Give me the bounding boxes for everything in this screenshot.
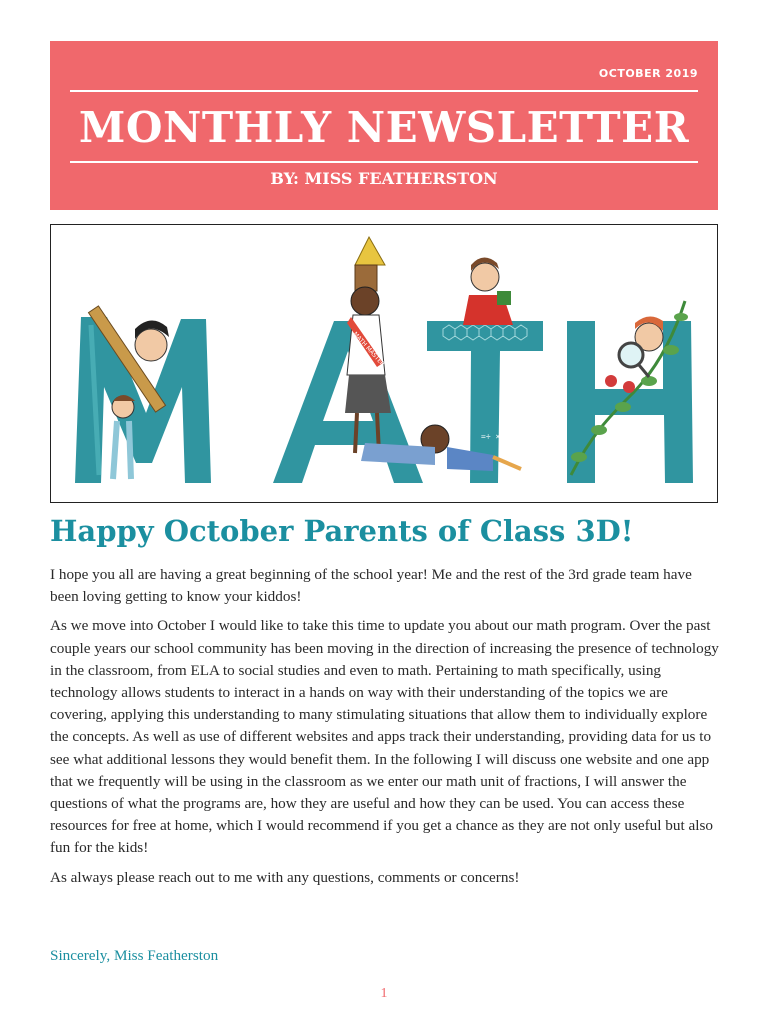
newsletter-title: MONTHLY NEWSLETTER [78, 103, 690, 152]
paragraph-contact: As always please reach out to me with any questions, comments or concerns! [50, 868, 520, 886]
page-number: 1 [380, 986, 388, 1001]
boy-reading-illustration [463, 257, 513, 325]
greeting-heading: Happy October Parents of Class 3D! [50, 514, 634, 548]
paragraph-math-program: As we move into October I would like to take this time to update you about our math program. Over the past couple years our school community has been moving in the direction of increasing the presence of technology in the classroom, from ELA to social studies and even to math. Pertaining to math specifically, using technology allows students to interact in a hands on way with their understanding of the topics we are covering, applying this understanding to many stimulating situations that allow them to individually explore the concepts. As well as use of different websites and apps track their understanding, providing data for us to see what additional lessons they would benefit them. In the following I will discuss one website and one app that we frequently will be using in the classroom as we enter our math unit of fractions, I will answer the questions of what the programs are, how they are useful and how they can be used. You can access these resources for free at home, which I would recommend if you get a chance as they are not only useful but also fun for the kids! [50, 617, 719, 857]
paragraph-intro: I hope you all are having a great beginning of the school year! Me and the rest of the 3rd grade team have been loving getting to know your kiddos! [50, 566, 692, 606]
math-illustration [50, 224, 718, 503]
letter-h-art [567, 301, 693, 483]
newsletter-masthead [50, 41, 718, 210]
girl-with-magnifier-illustration [619, 316, 663, 377]
masthead-rule-bottom [70, 161, 698, 163]
svg-text:=÷ ×: =÷ × [481, 432, 501, 441]
letter-body [50, 564, 720, 896]
hero-letters-label: MATH [51, 225, 54, 226]
signoff: Sincerely, Miss Featherston [50, 947, 219, 964]
sash-label: MATH MASTER [351, 330, 386, 368]
masthead-rule-top [70, 90, 698, 92]
newsletter-byline: BY: MISS FEATHERSTON [270, 169, 498, 188]
issue-date: OCTOBER 2019 [598, 67, 698, 80]
